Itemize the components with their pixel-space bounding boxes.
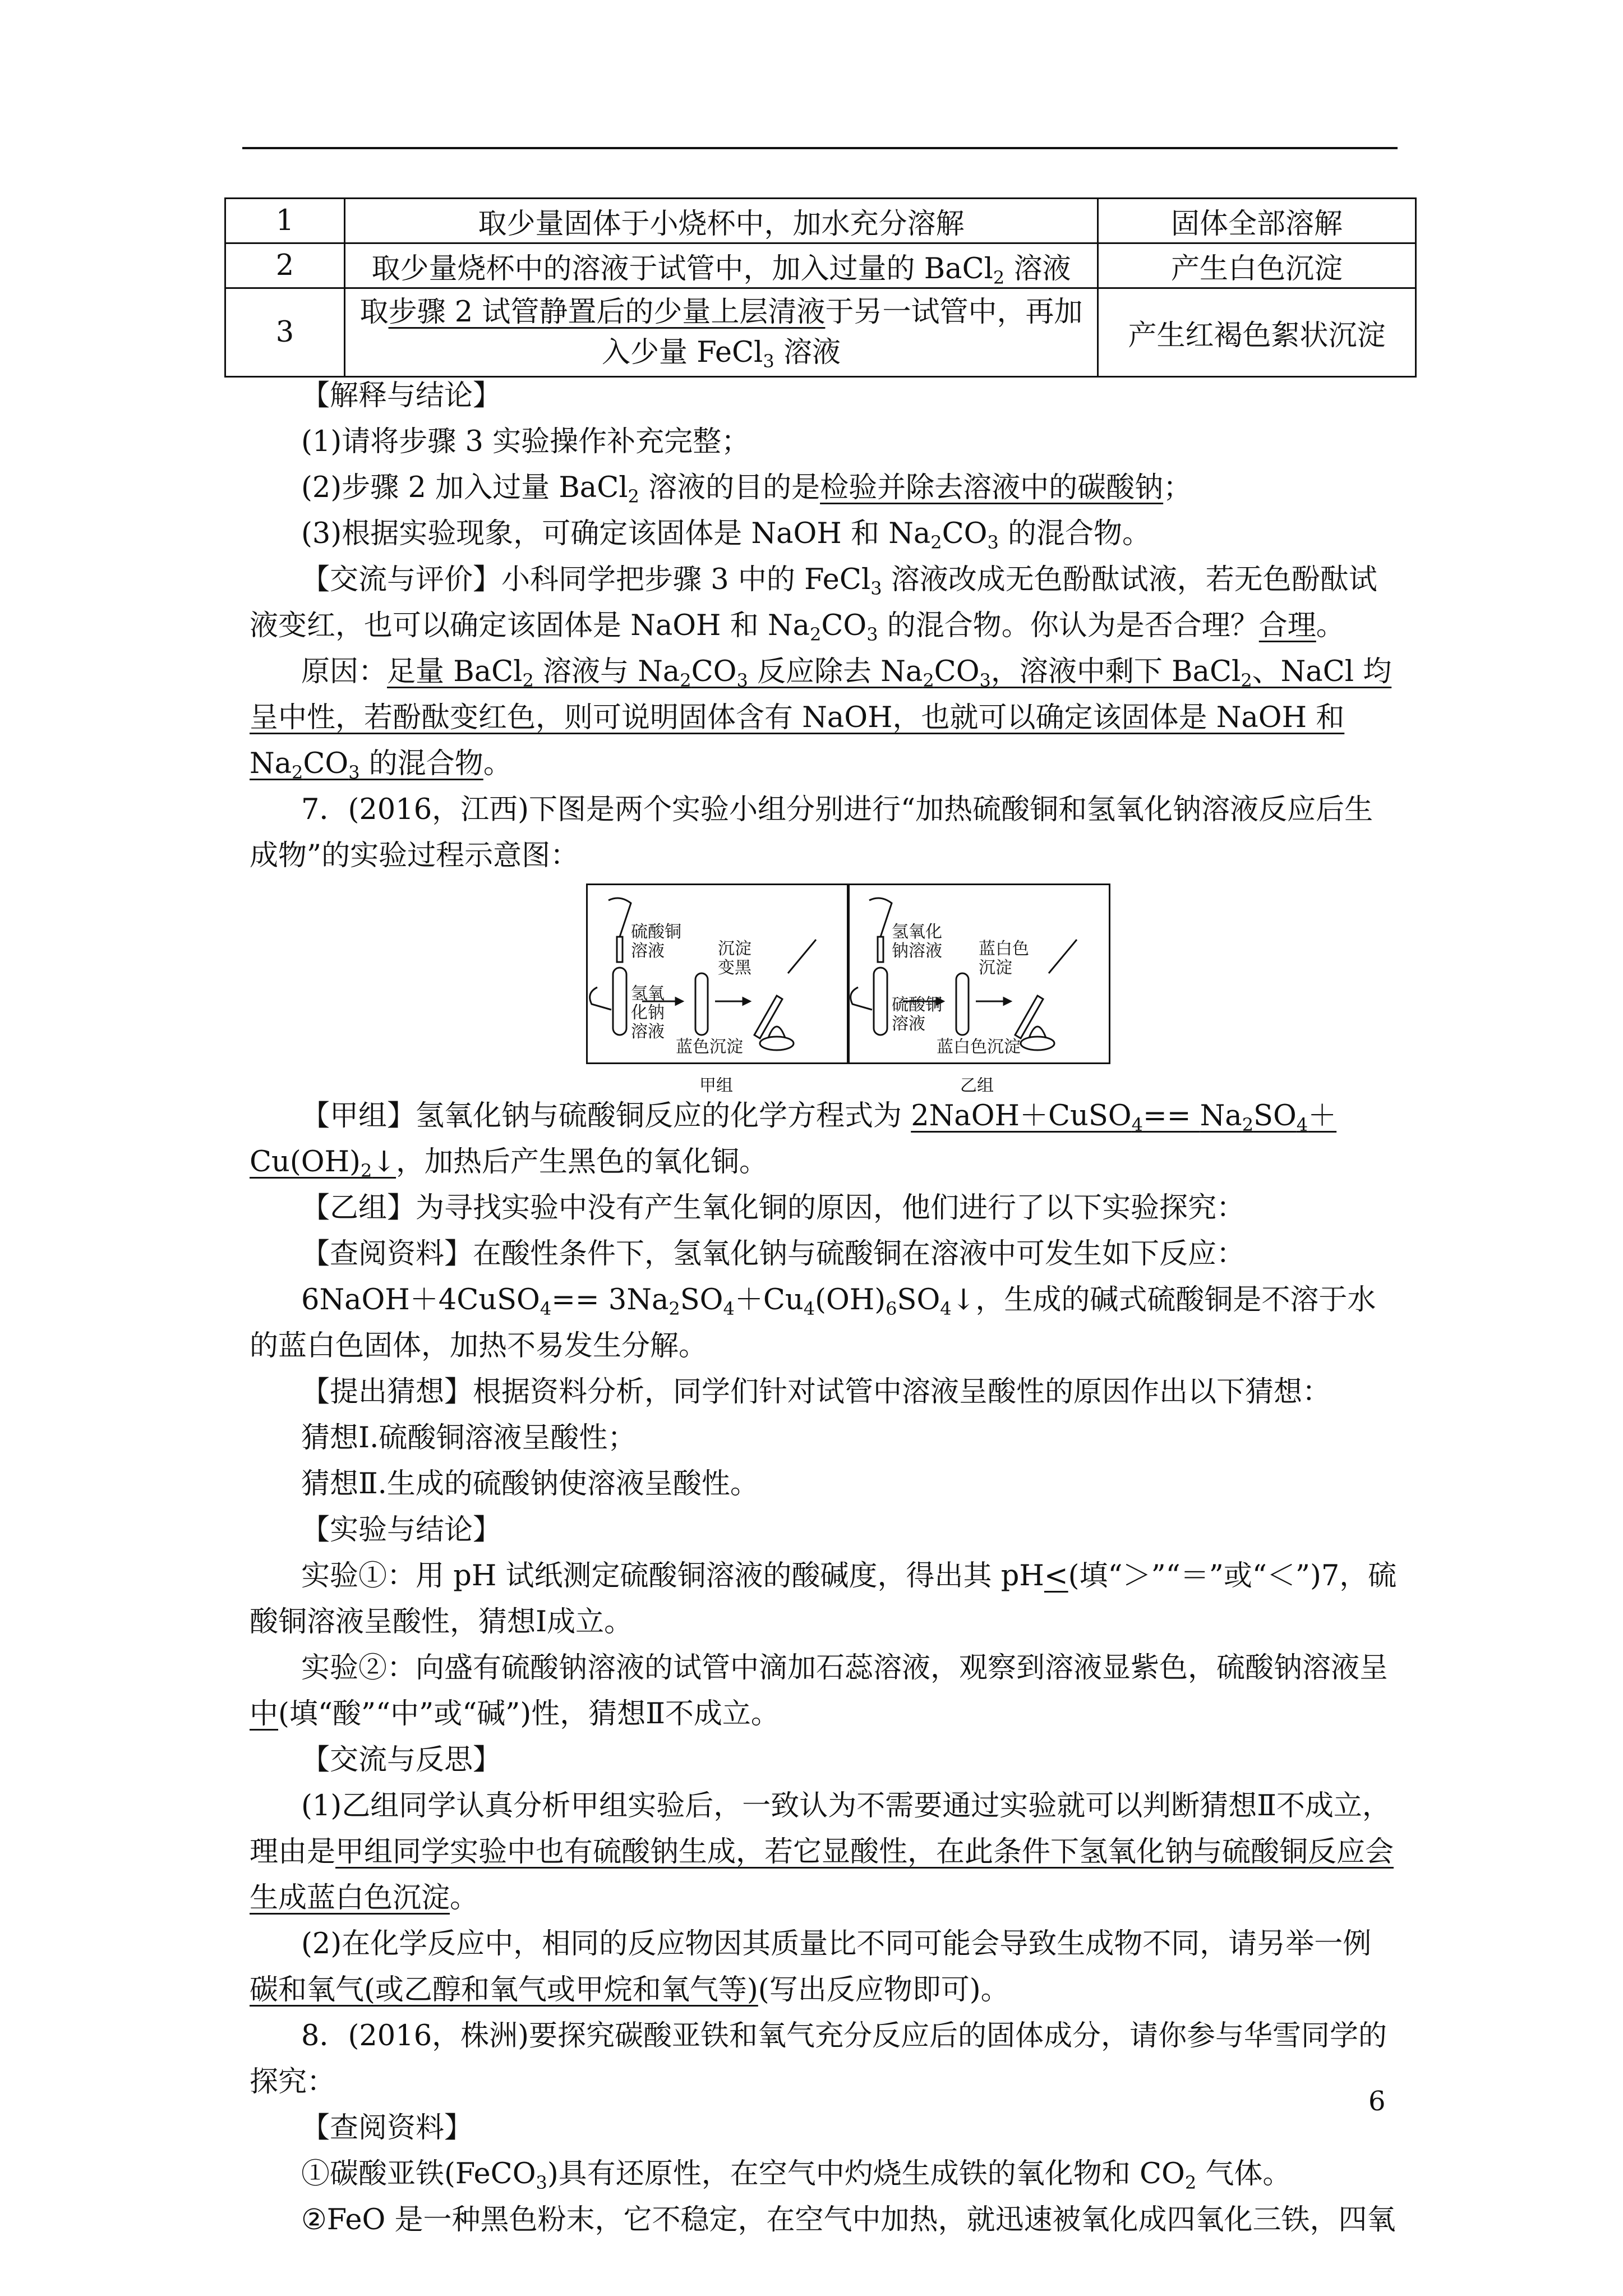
label-naoh: 氢氧化 钠溶液 [892, 922, 942, 961]
paragraph: 猜想Ⅱ.生成的硫酸钠使溶液呈酸性。 [301, 1467, 759, 1501]
paragraph: 猜想Ⅰ.硫酸铜溶液呈酸性； [301, 1421, 637, 1455]
paragraph: 实验②：向盛有硫酸钠溶液的试管中滴加石蕊溶液，观察到溶液显紫色，硫酸钠溶液呈中(填“酸”“中”或“碱”)性，猜想Ⅱ不成立。 [250, 1651, 1389, 1731]
paragraph: (2)在化学反应中，相同的反应物因其质量比不同可能会导致生成物不同，请另举一例碳和氧气(或乙醇和氧气或甲烷和氧气等)(写出反应物即可)。 [250, 1927, 1372, 2007]
section-heading: 【交流与反思】 [301, 1743, 502, 1777]
paragraph: (1)请将步骤 3 实验操作补充完整； [301, 425, 750, 458]
step-number: 3 [225, 288, 345, 377]
paragraph: 【查阅资料】在酸性条件下，氢氧化钠与硫酸铜在溶液中可发生如下反应： [301, 1237, 1246, 1271]
page-number: 6 [1368, 2086, 1386, 2117]
label-cuso4: 硫酸铜 溶液 [631, 922, 681, 961]
step-number: 1 [225, 199, 345, 243]
label-cuso4: 硫酸铜 溶液 [892, 995, 942, 1034]
answer-text: 检验并除去溶液中的碳酸钠 [820, 471, 1164, 504]
label-bluewhite-precipitate: 蓝白色沉淀 [937, 1037, 1021, 1057]
label-precipitate-black: 沉淀 变黑 [718, 939, 751, 978]
apparatus-drawing [250, 884, 1399, 1063]
section-heading: 【解释与结论】 [301, 379, 502, 412]
paragraph: (3)根据实验现象，可确定该固体是 NaOH 和 $Na_2CO_3$ 的混合物。 [301, 517, 1151, 553]
question-8-intro: 8．(2016，株洲)要探究碳酸亚铁和氧气充分反应后的固体成分，请你参与华雪同学的探究： [250, 2019, 1387, 2099]
paragraph: 【提出猜想】根据资料分析，同学们针对试管中溶液呈酸性的原因作出以下猜想： [301, 1375, 1331, 1409]
paragraph: (1)乙组同学认真分析甲组实验后，一致认为不需要通过实验就可以判断猜想Ⅱ不成立，理由是甲组同学实验中也有硫酸钠生成，若它显酸性，在此条件下氢氧化钠与硫酸铜反应会生成蓝白色沉淀。 [250, 1789, 1394, 1915]
step-phenomenon: 产生红褐色絮状沉淀 [1098, 288, 1416, 377]
step-operation: 取少量烧杯中的溶液于试管中，加入过量的 BaCl$_2$ 溶液 [345, 243, 1098, 288]
section-heading: 【查阅资料】 [301, 2111, 473, 2145]
answer-text: 合理 [1258, 609, 1316, 642]
paragraph: 【交流与评价】小科同学把步骤 3 中的 FeCl$_3$ 溶液改成无色酚酞试液，若无色酚酞试液变红，也可以确定该固体是 NaOH 和 $Na_2CO_3$ 的混合物。你认为是否合理？合理。 [250, 563, 1377, 645]
step-phenomenon: 产生白色沉淀 [1098, 243, 1416, 288]
step-phenomenon: 固体全部溶解 [1098, 199, 1416, 243]
paragraph: 实验①：用 pH 试纸测定硫酸铜溶液的酸碱度，得出其 pH<(填“＞”“＝”或“＜”)7，硫酸铜溶液呈酸性，猜想Ⅰ成立。 [250, 1559, 1397, 1639]
answer-text: 碳和氧气(或乙醇和氧气或甲烷和氧气等) [250, 1973, 758, 2007]
answer-text: < [1044, 1559, 1068, 1593]
header-rule [242, 147, 1398, 149]
paragraph: (2)步骤 2 加入过量 BaCl$_2$ 溶液的目的是检验并除去溶液中的碳酸钠； [301, 471, 1192, 507]
table-row [225, 199, 1416, 243]
figure-caption-jia: 甲组 [699, 1076, 733, 1096]
table-row [225, 243, 1416, 288]
paragraph: ①碳酸亚铁(FeCO$_3$)具有还原性，在空气中灼烧生成铁的氧化物和 $CO_2$ 气体。 [301, 2157, 1292, 2193]
experiment-figure [250, 884, 1399, 1096]
answer-text: 中 [250, 1697, 279, 1731]
step-operation: 取少量固体于小烧杯中，加水充分溶解 [345, 199, 1098, 243]
paragraph: 【乙组】为寻找实验中没有产生氧化铜的原因，他们进行了以下实验探究： [301, 1191, 1246, 1225]
figure-caption-yi: 乙组 [960, 1076, 994, 1096]
label-naoh: 氢氧 化钠 溶液 [631, 984, 665, 1042]
answer-text: 步骤 2 试管静置后的少量上层清液 [388, 295, 826, 329]
experiment-steps-table [224, 197, 1417, 378]
step-number: 2 [225, 243, 345, 288]
document-body [250, 373, 1399, 2243]
answer-text: 甲组同学实验中也有硫酸钠生成，若它显酸性，在此条件下氢氧化钠与硫酸铜反应会生成蓝白色沉淀 [250, 1835, 1394, 1915]
equation: 6NaOH＋4CuSO$_4$== $3Na_2SO_4+Cu_4(OH)_6SO_4↓$，生成的碱式硫酸铜是不溶于水的蓝白色固体，加热不易发生分解。 [250, 1283, 1376, 1363]
section-heading: 【实验与结论】 [301, 1513, 502, 1547]
paragraph: 【甲组】氢氧化钠与硫酸铜反应的化学方程式为 2NaOH＋CuSO$_4$== $Na_2SO_4+Cu(OH)_2↓$，加热后产生黑色的氧化铜。 [250, 1099, 1337, 1181]
label-bluewhite-precipitate: 蓝白色 沉淀 [979, 939, 1029, 978]
label-blue-precipitate: 蓝色沉淀 [676, 1037, 743, 1057]
question-7-intro: 7．(2016，江西)下图是两个实验小组分别进行“加热硫酸铜和氢氧化钠溶液反应后生成物”的实验过程示意图： [250, 793, 1373, 872]
answer-text: 足量 BaCl$_2$ 溶液与 $Na_2CO_3$ 反应除去 $Na_2CO_3$，溶液中剩下 BaCl$_2$、NaCl 均呈中性，若酚酞变红色，则可说明固体含有 NaOH，也就可以确定该固体是 NaOH 和 $Na_2CO_3$ 的混合物 [250, 655, 1392, 783]
paragraph: ②FeO 是一种黑色粉末，它不稳定，在空气中加热，就迅速被氧化成四氧化三铁，四氧 [301, 2203, 1396, 2237]
table-row [225, 288, 1416, 377]
paragraph: 原因：足量 BaCl$_2$ 溶液与 $Na_2CO_3$ 反应除去 $Na_2CO_3$，溶液中剩下 BaCl$_2$、NaCl 均呈中性，若酚酞变红色，则可说明固体含有 NaOH，也就可以确定该固体是 NaOH 和 $Na_2CO_3$ 的混合物。 [250, 655, 1392, 783]
step-operation: 取步骤 2 试管静置后的少量上层清液于另一试管中，再加 入少量 FeCl$_3$ 溶液 [345, 288, 1098, 377]
answer-text: 2NaOH＋CuSO$_4$== $Na_2SO_4+Cu(OH)_2↓$ [250, 1099, 1337, 1181]
